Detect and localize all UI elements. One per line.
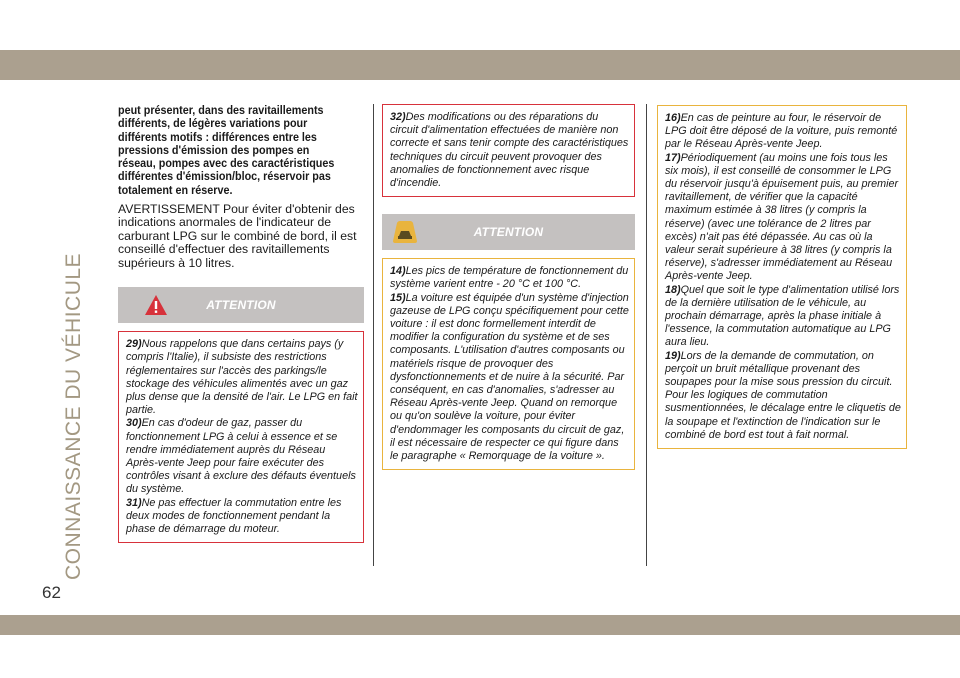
note-text: Quel que soit le type d'alimentation utilisé lors de la dernière utilisation de le véhicule, au prochain démarrage, après la phase initiale à l'essence, la commutation automatique au LPG aura lieu.: [665, 283, 900, 349]
note-item: [126, 338, 358, 417]
note-text: Périodiquement (au moins une fois tous les six mois), il est conseillé de consommer le LPG du réservoir jusqu'à épuisement puis, au premier ravitaillement, de vérifier que la capacité maximum estimée à 38 litres (y compris la réserve) (avec une tolérance de 2 litres par excès) n'ait pas été dépassée. Au cas où la valeur serait supérieure à 38 litres (y compris la réserve), s'adresser immédiatement au Réseau Après-vente Jeep.: [665, 151, 899, 283]
attention-header-yellow: [382, 214, 635, 250]
column-divider: [646, 104, 647, 566]
note-number: 16): [665, 112, 681, 124]
note-text: En cas d'odeur de gaz, passer du fonctionnement LPG à celui à essence et se rendre immédiatement auprès du Réseau Après-vente Jeep pour faire exécuter des contrôles visant à exclure des défauts éventuels du système.: [126, 417, 356, 496]
note-item: [665, 112, 901, 152]
note-number: 32): [390, 111, 406, 123]
note-number: 14): [390, 265, 406, 278]
note-item: [665, 152, 901, 284]
note-text: Des modifications ou des réparations du circuit d'alimentation effectuées de manière non correcte et sans tenir compte des caractéristiques techniques du circuit peuvent provoquer des anomalies de fonctionnement avec risque d'incendie.: [390, 111, 629, 190]
note-number: 29): [126, 338, 142, 351]
note-item: [126, 417, 358, 496]
note-item: [665, 350, 901, 442]
attention-label: ATTENTION: [206, 298, 276, 313]
fuel-advice-paragraph: AVERTISSEMENT Pour éviter d'obtenir des indications anormales de l'indicateur de carburant LPG sur le combiné de bord, il est conseillé d'effectuer des ravitaillements supérieurs à 10 litres.: [118, 202, 357, 270]
column-middle: [382, 104, 635, 470]
note-item: [390, 292, 629, 464]
caution-notes-box: [382, 258, 635, 470]
note-item: [665, 284, 901, 350]
note-text: Lors de la demande de commutation, on perçoit un bruit métallique provenant des soupapes pour la mise sous pression du circuit. Pour les logiques de commutation susmentionnées, le décalage entre le cliquetis de la soupape et l'extinction de l'indication sur le combiné de bord est tout à fait normal.: [665, 349, 901, 441]
page-number: 62: [42, 583, 61, 602]
header-band: [0, 50, 960, 80]
note-text: Ne pas effectuer la commutation entre les deux modes de fonctionnement pendant la phase de démarrage du moteur.: [126, 496, 342, 535]
note-item: [390, 265, 629, 291]
note-text: La voiture est équipée d'un système d'injection gazeuse de LPG conçu spécifiquement pour cette voiture : il est donc formellement interdit de modifier la configuration du système et de ses composants. L'utilisation d'autres composants ou matériels risque de provoquer des dysfonctionnements et de nuire à la sécurité. Par conséquent, en cas d'anomalies, s'adresser au Réseau Après-vente Jeep. Quand on remorque ou qu'on soulève la voiture, pour éviter d'endommager les composants du circuit de gaz, il est nécessaire de respecter ce qui figure dans le paragraphe « Remorquage de la voiture ».: [390, 291, 629, 463]
note-number: 30): [126, 417, 142, 430]
note-text: En cas de peinture au four, le réservoir de LPG doit être déposé de la voiture, puis remonté par le Réseau Après-vente Jeep.: [665, 112, 898, 151]
attention-label: ATTENTION: [473, 225, 544, 240]
note-number: 17): [665, 151, 681, 164]
note-number: 31): [126, 496, 142, 509]
caution-notes-box: [657, 105, 907, 449]
note-number: 19): [665, 349, 681, 362]
intro-bold-paragraph: peut présenter, dans des ravitaillements différents, de légères variations pour différents motifs : différences entre les pressions d'émission des pompes en réseau, pompes avec des caractéristiques différentes d'émission/bloc, réservoir pas totalement en réserve.: [118, 104, 335, 197]
warning-notes-box: [382, 104, 635, 197]
note-text: Les pics de température de fonctionnement du système varient entre - 20 °C et 100 °C.: [390, 265, 629, 291]
attention-header-red: [118, 287, 364, 323]
note-number: 18): [665, 283, 681, 296]
column-left: [118, 104, 364, 543]
column-divider: [373, 104, 374, 566]
footer-band: [0, 615, 960, 635]
column-right: [657, 105, 907, 449]
note-number: 15): [390, 291, 406, 304]
note-item: [390, 111, 629, 190]
note-text: Nous rappelons que dans certains pays (y compris l'Italie), il subsiste des restrictions réglementaires sur l'accès des parkings/le stockage des véhicules alimentés avec un gaz plus dense que la densité de l'air. Le LPG en fait partie.: [126, 338, 358, 417]
warning-notes-box: [118, 331, 364, 543]
note-item: [126, 497, 358, 537]
section-side-title: CONNAISSANCE DU VÉHICULE: [62, 252, 85, 580]
